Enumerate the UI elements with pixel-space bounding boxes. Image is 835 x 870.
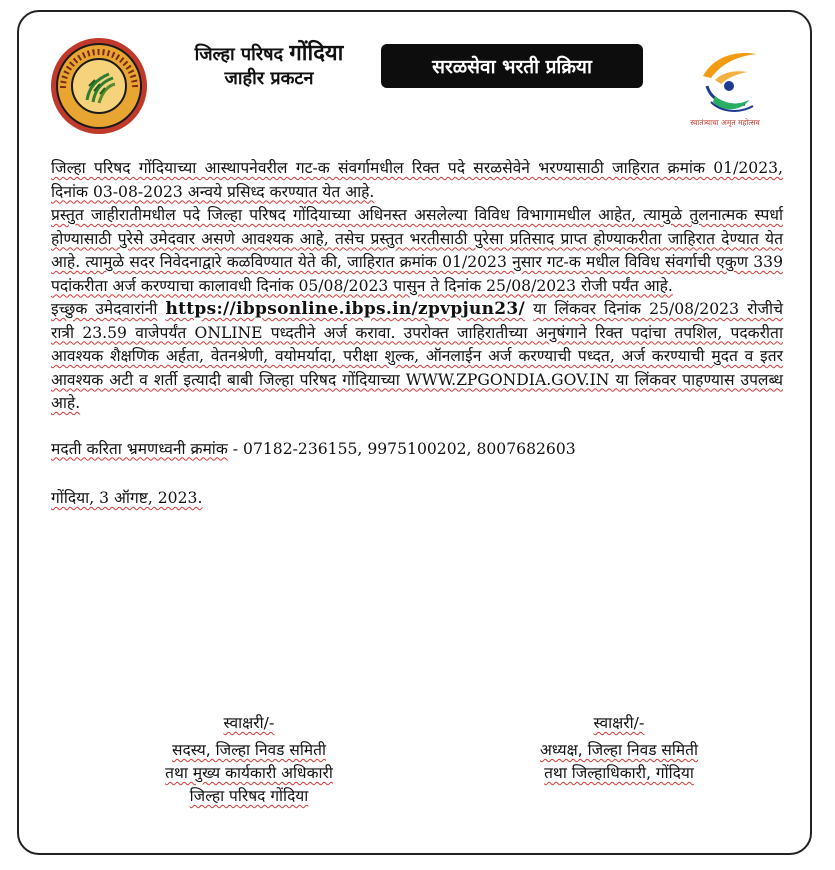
header-title <box>169 42 369 91</box>
contact-line <box>51 438 783 462</box>
header <box>19 12 810 152</box>
zp-gondia-seal-logo <box>49 36 149 136</box>
amrit-mahotsav-icon <box>675 42 775 118</box>
signature-left <box>119 712 379 808</box>
signatory-line: अध्यक्ष, जिल्हा निवड समिती <box>539 741 699 759</box>
paragraph-apply-online: इच्छुक उमेदवारांनी https://ibpsonline.ibps.in/zpvpjun23/ या लिंकवर दिनांक 25/08/2023 रोजीचे रात्री 23.59 वाजेपर्यंत ONLINE पध्दतीने अर्ज करावा. उपरोक्त जाहिरातीच्या अनुषंगाने रिक्त पदांचा तपशिल, पदकरीता आवश्यक शैक्षणिक अर्हता, वेतनश्रेणी, वयोमर्यादा, परीक्षा शुल्क, ऑनलाईन अर्ज करण्याची पध्दत, अर्ज करण्याची मुदत व इतर आवश्यक अटी व शर्ती इत्यादी बाबी जिल्हा परिषद गोंदियाच्या WWW.ZPGONDIA.GOV.IN या लिंकवर पाहण्यास उपलब्ध आहे. <box>51 299 784 412</box>
org-place: गोंदिया <box>289 41 344 66</box>
signatory-line: सदस्य, जिल्हा निवड समिती <box>171 741 327 759</box>
amrit-mahotsav-logo <box>675 42 775 142</box>
contact-label: मदती करिता भ्रमणध्वनी क्रमांक <box>51 439 228 458</box>
amrit-caption: स्वातंत्र्याचा अमृत महोत्सव <box>690 118 760 127</box>
signatory-line: तथा मुख्य कार्यकारी अधिकारी <box>165 764 333 782</box>
place-date: गोंदिया, 3 ऑगष्ट, 2023. <box>51 489 203 507</box>
signature-right <box>489 712 749 785</box>
signature-mark: स्वाक्षरी/- <box>593 714 645 732</box>
signatory-line: तथा जिल्हाधिकारी, गोंदिया <box>544 764 694 782</box>
signatory-line: जिल्हा परिषद गोंदिया <box>189 787 309 805</box>
apply-url[interactable]: https://ibpsonline.ibps.in/zpvpjun23/ <box>165 299 526 319</box>
notice-body <box>51 157 783 511</box>
contact-numbers: - 07182-236155, 9975100202, 8007682603 <box>232 439 576 458</box>
notice-type: जाहीर प्रकटन <box>224 68 314 89</box>
signature-mark: स्वाक्षरी/- <box>223 714 275 732</box>
org-name: जिल्हा परिषद <box>194 44 284 65</box>
recruitment-badge: सरळसेवा भरती प्रक्रिया <box>381 44 643 88</box>
paragraph-application-period: प्रस्तुत जाहीरातीमधील पदे जिल्हा परिषद गोंदियाच्या अधिनस्त असलेल्या विविध विभागामधील आहेत, त्यामुळे तुलनात्मक स्पर्धा होण्यासाठी पुरेसे उमेदवार असणे आवश्यक आहे, तसेच प्रस्तुत भरतीसाठी पुरेसा प्रतिसाद प्राप्त होण्याकरीता जाहिरात देण्यात येत आहे. त्यामुळे सदर निवेदनाद्वारे कळविण्यात येते की, जाहिरात क्रमांक 01/2023 नुसार गट-क मधील विविध संवर्गाची एकुण 339 पदांकरीता अर्ज करण्याचा कालावधी दिनांक 05/08/2023 पासुन ते दिनांक 25/08/2023 रोजी पर्यंत आहे. <box>51 206 783 295</box>
notice-frame <box>17 10 812 855</box>
paragraph-advertisement: जिल्हा परिषद गोंदियाच्या आस्थापनेवरील गट-क संवर्गामधील रिक्त पदे सरळसेवेने भरण्यासाठी जाहिरात क्रमांक 01/2023, दिनांक 03-08-2023 अन्वये प्रसिध्द करण्यात येत आहे. <box>51 159 783 201</box>
